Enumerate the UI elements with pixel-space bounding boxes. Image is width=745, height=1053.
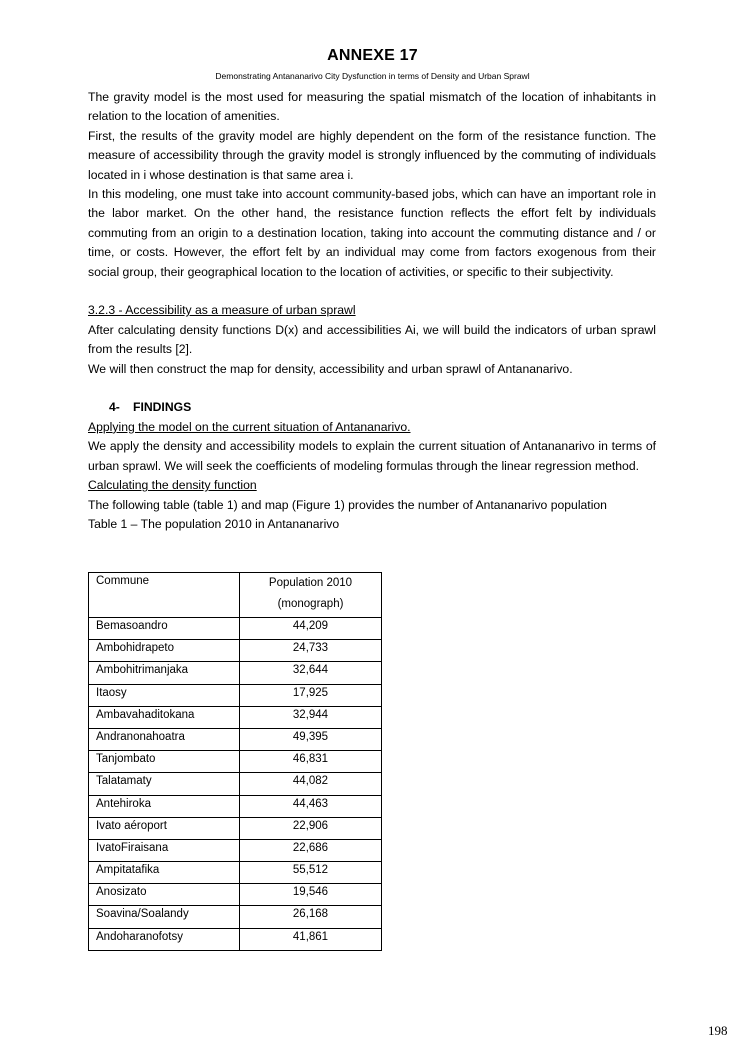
findings-heading: [88, 398, 656, 417]
body-text: [88, 88, 656, 534]
commune-cell: IvatoFiraisana: [89, 839, 240, 861]
commune-cell: Anosizato: [89, 884, 240, 906]
paragraph-community-jobs: In this modeling, one must take into account community-based jobs, which can have an important role in the labor market. On the other hand, the resistance function reflects the effort felt by individuals commuting from an origin to a destination location, taking into account the commuting distance and / or time, or costs. However, the effort felt by an individual may come from factors exogenous from their social group, their geographical location to the location of activities, or specific to their subjectivity.: [88, 187, 656, 279]
commune-cell: Talatamaty: [89, 773, 240, 795]
table-row: [89, 706, 382, 728]
table-row: [89, 773, 382, 795]
commune-cell: Ambohitrimanjaka: [89, 662, 240, 684]
population-cell: 41,861: [240, 928, 382, 950]
table-row: [89, 684, 382, 706]
spacer: [88, 379, 656, 398]
population-cell: 24,733: [240, 640, 382, 662]
table-row: [89, 751, 382, 773]
commune-cell: Antehiroka: [89, 795, 240, 817]
population-cell: 44,463: [240, 795, 382, 817]
paragraph-apply-models: We apply the density and accessibility models to explain the current situation of Antananarivo in terms of urban sprawl. We will seek the coefficients of modeling formulas through the linear regression method.: [88, 439, 656, 473]
commune-cell: Andranonahoatra: [89, 728, 240, 750]
population-table: [88, 572, 382, 951]
paragraph-resistance-function: First, the results of the gravity model are highly dependent on the form of the resistance function. The measure of accessibility through the gravity model is strongly influenced by the commuting of individuals located in i whose destination is that same area i.: [88, 128, 656, 182]
population-cell: 49,395: [240, 728, 382, 750]
table-row: [89, 795, 382, 817]
commune-cell: Ivato aéroport: [89, 817, 240, 839]
population-cell: 17,925: [240, 684, 382, 706]
table-row: [89, 862, 382, 884]
commune-cell: Ambohidrapeto: [89, 640, 240, 662]
spacer: [88, 282, 656, 301]
population-cell: 32,644: [240, 662, 382, 684]
findings-number: 4-: [109, 400, 120, 415]
table-row: [89, 817, 382, 839]
paragraph-gravity-model: The gravity model is the most used for measuring the spatial mismatch of the location of inhabitants in relation to the location of amenities.: [88, 90, 656, 124]
commune-cell: Ambavahaditokana: [89, 706, 240, 728]
population-cell: 44,209: [240, 618, 382, 640]
header-population-line1: Population 2010: [268, 577, 353, 589]
paragraph-construct-map: We will then construct the map for density, accessibility and urban sprawl of Antananarivo.: [88, 361, 573, 376]
table-row: [89, 640, 382, 662]
table-row: [89, 928, 382, 950]
population-cell: 44,082: [240, 773, 382, 795]
table-header-row: [89, 573, 382, 618]
population-cell: 22,686: [240, 839, 382, 861]
table-row: [89, 839, 382, 861]
table-row: [89, 884, 382, 906]
commune-cell: Andoharanofotsy: [89, 928, 240, 950]
population-cell: 19,546: [240, 884, 382, 906]
paragraph-table-intro: The following table (table 1) and map (Figure 1) provides the number of Antananarivo population: [88, 497, 607, 512]
page-number: 198: [708, 1023, 728, 1038]
commune-cell: Bemasoandro: [89, 618, 240, 640]
commune-cell: Ampitatafika: [89, 862, 240, 884]
paragraph-density-functions: After calculating density functions D(x) and accessibilities Ai, we will build the indicators of urban sprawl from the results [2].: [88, 322, 656, 357]
header-commune: Commune: [89, 573, 240, 618]
findings-title: FINDINGS: [133, 400, 192, 415]
population-cell: 46,831: [240, 751, 382, 773]
population-cell: 32,944: [240, 706, 382, 728]
table-caption: Table 1 – The population 2010 in Antananarivo: [88, 516, 340, 531]
table-row: [89, 618, 382, 640]
commune-cell: Itaosy: [89, 684, 240, 706]
table-row: [89, 906, 382, 928]
table-row: [89, 662, 382, 684]
section-heading-accessibility: 3.2.3 - Accessibility as a measure of urban sprawl: [88, 303, 356, 318]
commune-cell: Soavina/Soalandy: [89, 906, 240, 928]
header-population-line2: (monograph): [277, 598, 344, 610]
table-row: [89, 728, 382, 750]
population-cell: 26,168: [240, 906, 382, 928]
header-population: [240, 573, 382, 618]
page-subtitle: Demonstrating Antananarivo City Dysfunction in terms of Density and Urban Sprawl: [215, 71, 530, 81]
applying-model-heading: Applying the model on the current situation of Antananarivo.: [88, 419, 411, 434]
density-function-heading: Calculating the density function: [88, 478, 257, 493]
commune-cell: Tanjombato: [89, 751, 240, 773]
population-cell: 22,906: [240, 817, 382, 839]
page-title: ANNEXE 17: [327, 47, 418, 64]
population-cell: 55,512: [240, 862, 382, 884]
